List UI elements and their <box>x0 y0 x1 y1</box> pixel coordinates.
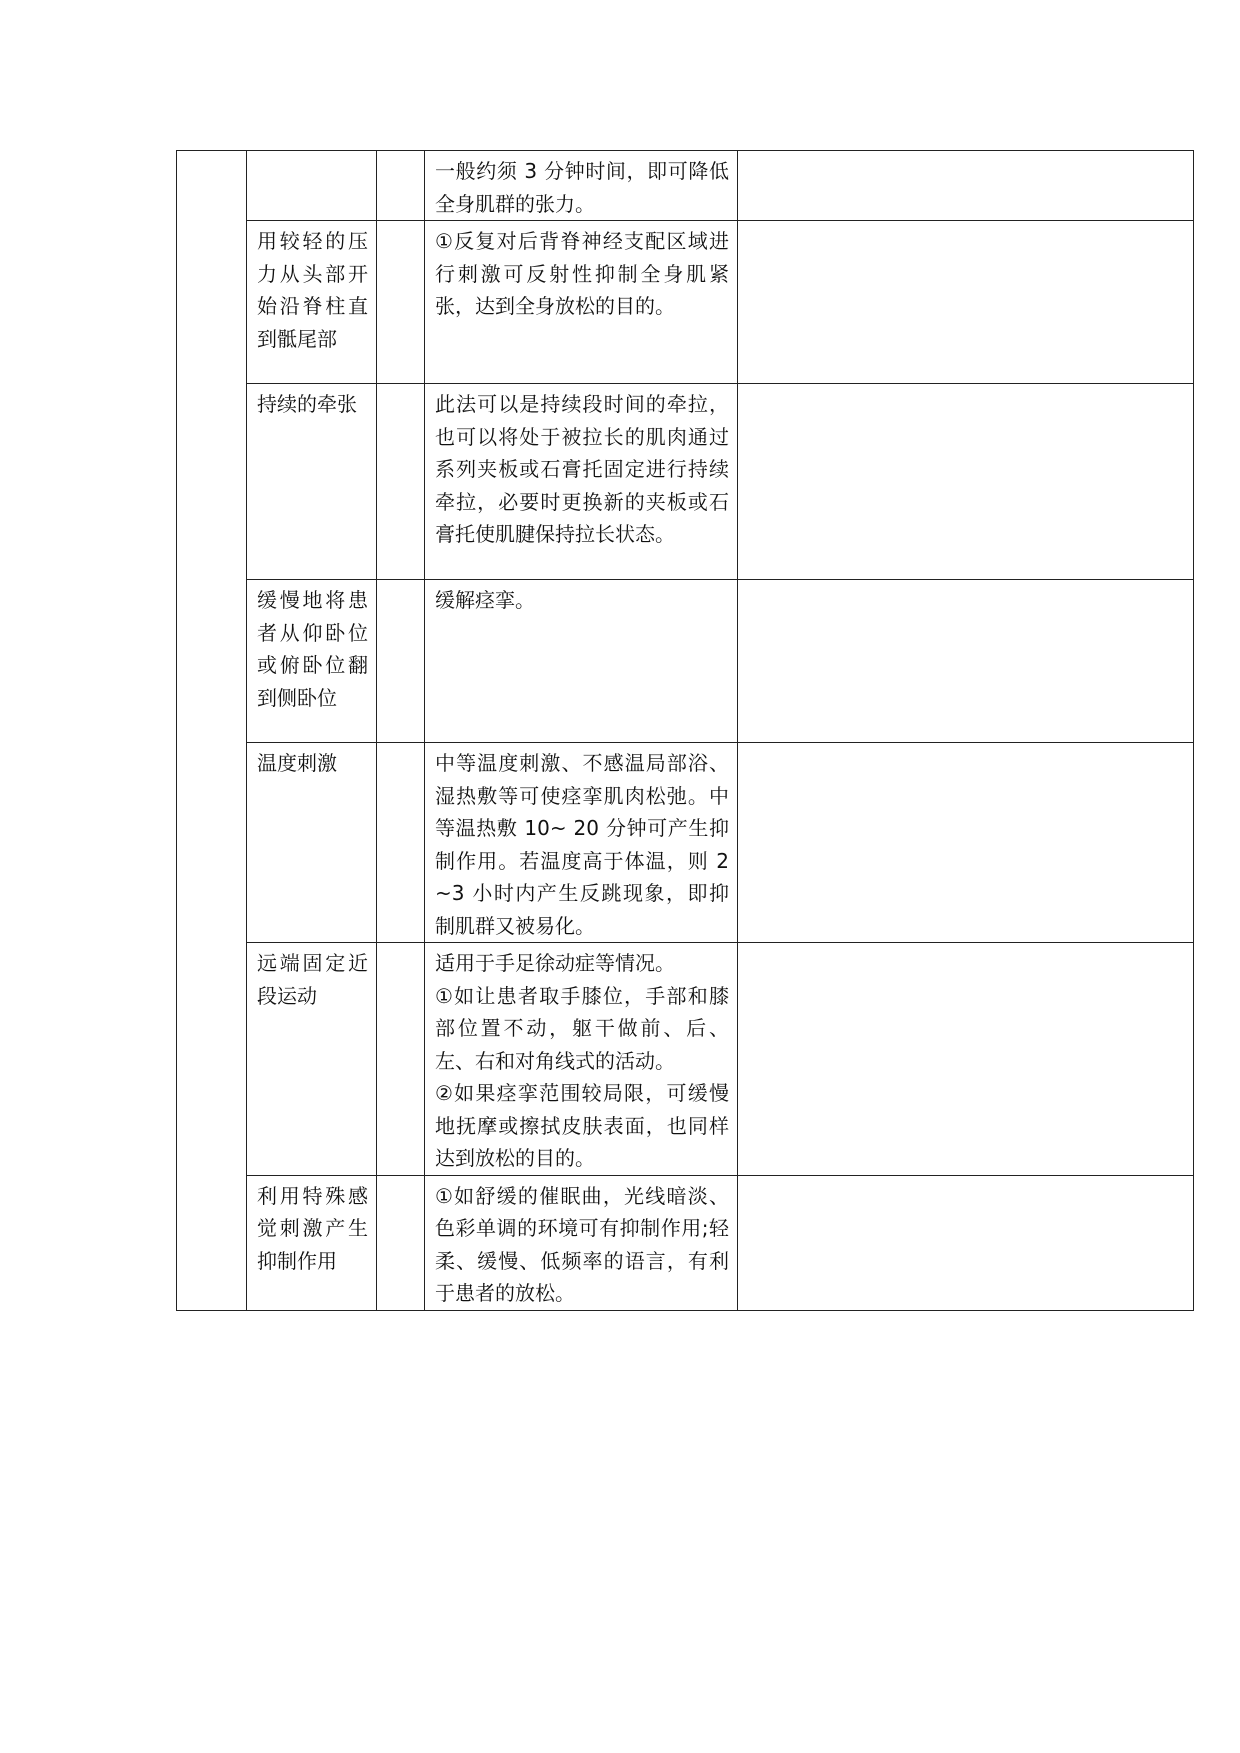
blank-cell <box>377 1175 425 1310</box>
notes-cell <box>738 943 1194 1176</box>
content-cell <box>425 743 738 943</box>
content-line: 中等温度刺激、不感温局部浴、湿热敷等可使痉挛肌肉松弛。中等温热敷 10~ 20 分钟可产生抑制作用。若温度高于体温，则 2~3 小时内产生反跳现象，即抑制肌群又被易化。 <box>435 751 729 938</box>
method-cell: 远端固定近段运动 <box>247 943 377 1176</box>
blank-cell <box>377 384 425 580</box>
notes-cell <box>738 743 1194 943</box>
content-line: ①如舒缓的催眠曲，光线暗淡、色彩单调的环境可有抑制作用;轻柔、缓慢、低频率的语言，有利于患者的放松。 <box>435 1183 729 1305</box>
method-cell: 利用特殊感觉刺激产生抑制作用 <box>247 1175 377 1310</box>
content-cell <box>425 1175 738 1310</box>
blank-cell <box>377 221 425 384</box>
blank-cell <box>377 743 425 943</box>
method-cell: 温度刺激 <box>247 743 377 943</box>
blank-cell <box>377 151 425 221</box>
method-cell <box>247 151 377 221</box>
blank-cell <box>377 580 425 743</box>
content-cell <box>425 151 738 221</box>
table-row <box>177 221 1194 384</box>
notes-cell <box>738 1175 1194 1310</box>
table-row <box>177 743 1194 943</box>
category-cell <box>177 151 247 1311</box>
notes-cell <box>738 221 1194 384</box>
table-row <box>177 1175 1194 1310</box>
content-cell <box>425 943 738 1176</box>
content-line: 此法可以是持续段时间的牵拉，也可以将处于被拉长的肌肉通过系列夹板或石膏托固定进行持续牵拉，必要时更换新的夹板或石膏托使肌腱保持拉长状态。 <box>435 392 729 546</box>
notes-cell <box>738 384 1194 580</box>
content-line: ②如果痉挛范围较局限，可缓慢地抚摩或擦拭皮肤表面，也同样达到放松的目的。 <box>435 1081 729 1170</box>
table-row <box>177 580 1194 743</box>
table-row <box>177 151 1194 221</box>
content-line: ①如让患者取手膝位，手部和膝部位置不动，躯干做前、后、左、右和对角线式的活动。 <box>435 983 729 1073</box>
content-cell <box>425 580 738 743</box>
method-cell: 用较轻的压力从头部开始沿脊柱直到骶尾部 <box>247 221 377 384</box>
content-line: 缓解痉挛。 <box>435 588 535 612</box>
content-cell <box>425 221 738 384</box>
content-line: 一般约须 3 分钟时间，即可降低全身肌群的张力。 <box>435 159 729 216</box>
content-line: ①反复对后背脊神经支配区域进行刺激可反射性抑制全身肌紧张，达到全身放松的目的。 <box>435 229 729 318</box>
table-row <box>177 384 1194 580</box>
method-cell: 持续的牵张 <box>247 384 377 580</box>
content-line: 适用于手足徐动症等情况。 <box>435 951 675 975</box>
method-cell: 缓慢地将患者从仰卧位或俯卧位翻到侧卧位 <box>247 580 377 743</box>
content-cell <box>425 384 738 580</box>
notes-cell <box>738 151 1194 221</box>
blank-cell <box>377 943 425 1176</box>
table-row <box>177 943 1194 1176</box>
therapy-methods-table <box>176 150 1194 1311</box>
notes-cell <box>738 580 1194 743</box>
